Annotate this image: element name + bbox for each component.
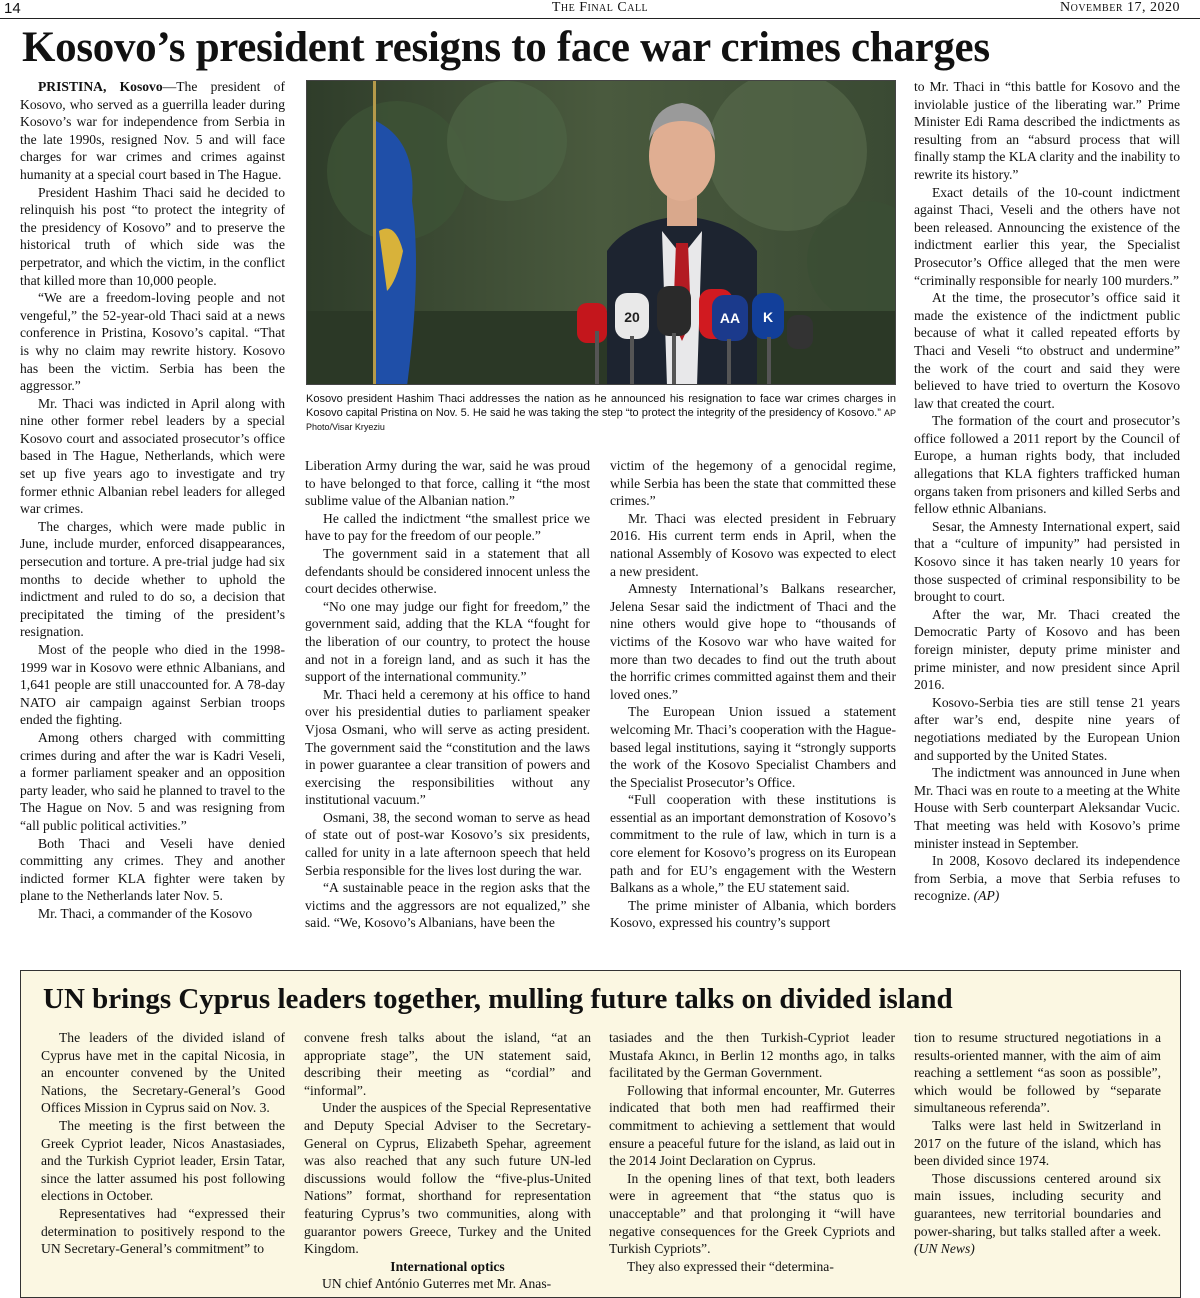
- story1-column-4: [914, 78, 1180, 963]
- story1-paragraph: Most of the people who died in the 1998-1999 war in Kosovo were ethnic Albanians, and 1,641 people are still unaccounted for. A 78-day NATO air campaign against Serbian troops ended the fighting.: [20, 642, 285, 728]
- page-header: [0, 0, 1200, 19]
- story1-paragraph: Both Thaci and Veseli have denied committing any crimes. They and another indicted former KLA fighter were taken by plane to the Netherlands later Nov. 5.: [20, 835, 285, 904]
- section-subhead: International optics: [390, 1258, 505, 1274]
- story1-paragraph: Mr. Thaci was indicted in April along with nine other former rebel leaders by a special Kosovo court and associated prosecutor’s office based in The Hague, Netherlands, which were set up five years ago to investigate and try former ethnic Albanian rebel leaders for alleged war crimes.: [20, 395, 285, 517]
- story1-headline: Kosovo’s president resigns to face war crimes charges: [22, 24, 990, 71]
- story2-paragraph: Those discussions centered around six main issues, including security and guarantees, new territorial boundaries and power-sharing, but talks stalled after a week. (UN News): [914, 1170, 1161, 1257]
- story1-paragraph: Among others charged with committing crimes during and after the war is Kadri Veseli, a former parliament speaker and an opposition party leader, who said he planned to travel to the The Hague on Nov. 5 and was resigning from “all public political activities.”: [20, 729, 285, 833]
- publication-name: The Final Call: [551, 0, 649, 15]
- story2-paragraph: Talks were last held in Switzerland in 2017 on the future of the island, which has been divided since 1974.: [914, 1117, 1161, 1169]
- story2-box: [20, 970, 1181, 1298]
- story1-paragraph: Osmani, 38, the second woman to serve as head of state out of post-war Kosovo’s six presidents, called for unity in a late afternoon speech that held Serbia responsible for the lives lost during the war.: [305, 809, 590, 878]
- story1-paragraph: Mr. Thaci was elected president in February 2016. His current term ends in April, when the national Assembly of Kosovo was expected to elect a new president.: [610, 510, 896, 579]
- story2-paragraph: The meeting is the first between the Greek Cypriot leader, Nicos Anastasiades, and the Turkish Cypriot leader, Ersin Tatar, since the latter assumed his post following elections in October.: [41, 1117, 285, 1204]
- story1-paragraph: to Mr. Thaci in “this battle for Kosovo and the inviolable justice of the liberating war.” Prime Minister Edi Rama described the indictments as resulting from an “absurd process that will finally stamp the KLA clarity and the inability to rewrite its history.”: [914, 79, 1180, 182]
- story2-paragraph: The leaders of the divided island of Cyprus have met in the capital Nicosia, in an encounter convened by the United Nations, the Secretary-General’s Good Offices Mission in Cyprus said on Nov. 3.: [41, 1030, 285, 1116]
- story1-paragraph: Mr. Thaci, a commander of the Kosovo: [38, 905, 253, 921]
- photo-caption: Kosovo president Hashim Thaci addresses the nation as he announced his resignation to face war crimes charges in Kosovo capital Pristina on Nov. 5. He said he was taking the step “to protect the integrity of the presidency of Kosovo.” AP Photo/Visar Kryeziu: [306, 393, 896, 432]
- story2-column-4: [914, 1029, 1161, 1291]
- story1-paragraph: Amnesty International’s Balkans researcher, Jelena Sesar said the indictment of Thaci and the nine others would give hope to “thousands of victims of the Kosovo war who have waited for more than two decades to find out the truth about the horrific crimes committed against them and their loved ones.”: [610, 581, 896, 702]
- story1-paragraph: “No one may judge our fight for freedom,” the government said, adding that the KLA “fought for the liberation of our country, to protect the house and not in a foreign land, and as such it has the support of the international community.”: [305, 598, 590, 685]
- source-tag: (UN News): [914, 1241, 975, 1257]
- dateline: PRISTINA, Kosovo: [38, 79, 163, 94]
- story1-paragraph: The charges, which were made public in June, include murder, enforced disappearances, persecution and torture. A pre-trial judge had six months to decide whether to uphold the indictment and ruled to do so, a decision that precipitated the timing of the president’s resignation.: [20, 518, 285, 640]
- news-photo-thaci-press-conference: [306, 80, 896, 385]
- story1-column-1: [20, 78, 285, 963]
- story1-paragraph: After the war, Mr. Thaci created the Democratic Party of Kosovo and has been foreign minister, deputy prime minister and prime minister, and now president since April 2016.: [914, 606, 1180, 693]
- story1-paragraph: The European Union issued a statement welcoming Mr. Thaci’s cooperation with the Hague-based legal institutions, saying it “strongly supports the work of the Kosovo Specialist Chambers and the Specialist Prosecutor’s Office.: [610, 704, 896, 790]
- story1-paragraph: At the time, the prosecutor’s office said it made the existence of the indictment public because of what it called repeated efforts by Thaci and Veseli “to obstruct and undermine” the work of the court and said they were believed to have tried to overturn the Kosovo law that created the court.: [914, 290, 1180, 411]
- story1-column-2: [305, 457, 590, 963]
- story1-paragraph: “We are a freedom-loving people and not vengeful,” the 52-year-old Thaci said at a news conference in Pristina, Kosovo’s capital. “That is why no claim may rewrite history. Kosovo has been the victim. Serbia has been the aggressor.”: [20, 290, 285, 394]
- story2-column-2: [304, 1029, 591, 1291]
- story2-paragraph: Following that informal encounter, Mr. Guterres indicated that both men had reaffirmed their commitment to achieving a settlement that would ensure a peaceful future for the island, as laid out in the 2014 Joint Declaration on Cyprus.: [609, 1082, 895, 1169]
- story1-paragraph: He called the indictment “the smallest price we have to pay for the freedom of our people.”: [305, 510, 590, 544]
- story1-paragraph: The indictment was announced in June when Mr. Thaci was en route to a meeting at the White House with Serb counterpart Aleksandar Vucic. That meeting was held with Kosovo’s prime minister instead in September.: [914, 765, 1180, 851]
- story2-column-3: [609, 1029, 895, 1291]
- story1-paragraph: President Hashim Thaci said he decided to relinquish his post “to protect the integrity of the presidency of Kosovo” and to preserve the historical truth of which side was the perpetrator, and which the victim, in the conflict that killed more than 10,000 people.: [20, 184, 285, 288]
- story1-paragraph: Liberation Army during the war, said he was proud to have belonged to that force, calling it “the most sublime value of the Albanian nation.”: [305, 458, 590, 509]
- svg-text:AA: AA: [719, 310, 741, 326]
- source-tag: (AP): [973, 888, 1000, 904]
- issue-date: November 17, 2020: [1059, 0, 1180, 15]
- story1-paragraph: The government said in a statement that all defendants should be considered innocent unless the court decides otherwise.: [305, 545, 590, 597]
- story1-paragraph: Exact details of the 10-count indictment against Thaci, Veseli and the others have not been released. Announcing the existence of the indictment earlier this year, the Specialist Prosecutor’s Office alleged that the men were “criminally responsible for nearly 100 murders.”: [914, 184, 1180, 288]
- story2-paragraph: tion to resume structured negotiations in a results-oriented manner, with the aim of aim reaching a settlement “as soon as possible”, which would be followed by “separate simultaneous referenda”.: [914, 1030, 1161, 1116]
- story2-paragraph: In the opening lines of that text, both leaders were in agreement that “the status quo is unacceptable” and that prolonging it “will have negative consequences for the Greek Cypriots and Turkish Cypriots”.: [609, 1170, 895, 1257]
- svg-text:20: 20: [624, 309, 640, 325]
- photo-credit: AP Photo/Visar Kryeziu: [306, 408, 896, 432]
- story2-paragraph: They also expressed their “determina-: [627, 1258, 834, 1274]
- story2-paragraph: Under the auspices of the Special Representative and Deputy Special Adviser to the Secretary-General on Cyprus, Elizabeth Spehar, agreement was also reached that any such future UN-led discussions would follow the “five-plus-United Nations” format, shorthand for representation featuring Cyprus’s two communities, along with guarantor powers Greece, Turkey and the United Kingdom.: [304, 1100, 591, 1257]
- story1-paragraph: The prime minister of Albania, which borders Kosovo, expressed his country’s support: [610, 897, 896, 931]
- story1-paragraph: Kosovo-Serbia ties are still tense 21 years after war’s end, despite nine years of negotiations mediated by the European Union and supported by the United States.: [914, 694, 1180, 763]
- story1-paragraph: Sesar, the Amnesty International expert, said that a “culture of impunity” had persisted in Kosovo since it has taken nearly 10 years for those suspected of criminal responsibility to be brought to court.: [914, 518, 1180, 605]
- story1-paragraph: The formation of the court and prosecutor’s office followed a 2011 report by the Council of Europe, a human rights body, that included allegations that KLA fighters trafficked human organs taken from prisoners and killed Serbs and fellow ethnic Albanians.: [914, 413, 1180, 517]
- svg-text:K: K: [762, 309, 774, 325]
- story2-headline: UN brings Cyprus leaders together, mulling future talks on divided island: [43, 983, 953, 1015]
- story1-paragraph: victim of the hegemony of a genocidal regime, while Serbia has been the state that committed these crimes.”: [610, 458, 896, 509]
- story1-paragraph: Mr. Thaci held a ceremony at his office to hand over his presidential duties to parliament speaker Vjosa Osmani, who will serve as acting president. The government said the “constitution and the laws in power guarantee a clear transition of powers and exercising the responsibilities without any institutional vacuum.”: [305, 686, 590, 808]
- story2-paragraph: tasiades and the then Turkish-Cypriot leader Mustafa Akıncı, in Berlin 12 months ago, in talks facilitated by the German Government.: [609, 1030, 895, 1081]
- story1-paragraph: “Full cooperation with these institutions is essential as an important demonstration of Kosovo’s commitment to the rule of law, which in turn is a core element for Kosovo’s progress on its European path and for EU’s engagement with the Western Balkans as a whole,” the EU statement said.: [610, 792, 896, 896]
- story2-paragraph: Representatives had “expressed their determination to positively respond to the UN Secretary-General’s commitment” to: [41, 1205, 285, 1257]
- story1-paragraph: PRISTINA, Kosovo—The president of Kosovo, who served as a guerrilla leader during Kosovo’s war for independence from Serbia in the late 1990s, resigned Nov. 5 and will face charges for war crimes and crimes against humanity at a special court based in The Hague.: [20, 79, 285, 182]
- story1-column-3: [610, 457, 896, 963]
- story1-paragraph: In 2008, Kosovo declared its independence from Serbia, a move that Serbia refuses to recognize. (AP): [914, 853, 1180, 904]
- story1-paragraph: “A sustainable peace in the region asks that the victims and the aggressors are not equalized,” she said. “We, Kosovo’s Albanians, have been the: [305, 880, 590, 931]
- story2-column-1: [41, 1029, 285, 1291]
- story2-paragraph: convene fresh talks about the island, “at an appropriate stage”, the UN statement said, describing their meeting as “cordial” and “informal”.: [304, 1030, 591, 1098]
- story2-paragraph: UN chief António Guterres met Mr. Anas-: [322, 1276, 552, 1291]
- page-number: 14: [4, 0, 21, 17]
